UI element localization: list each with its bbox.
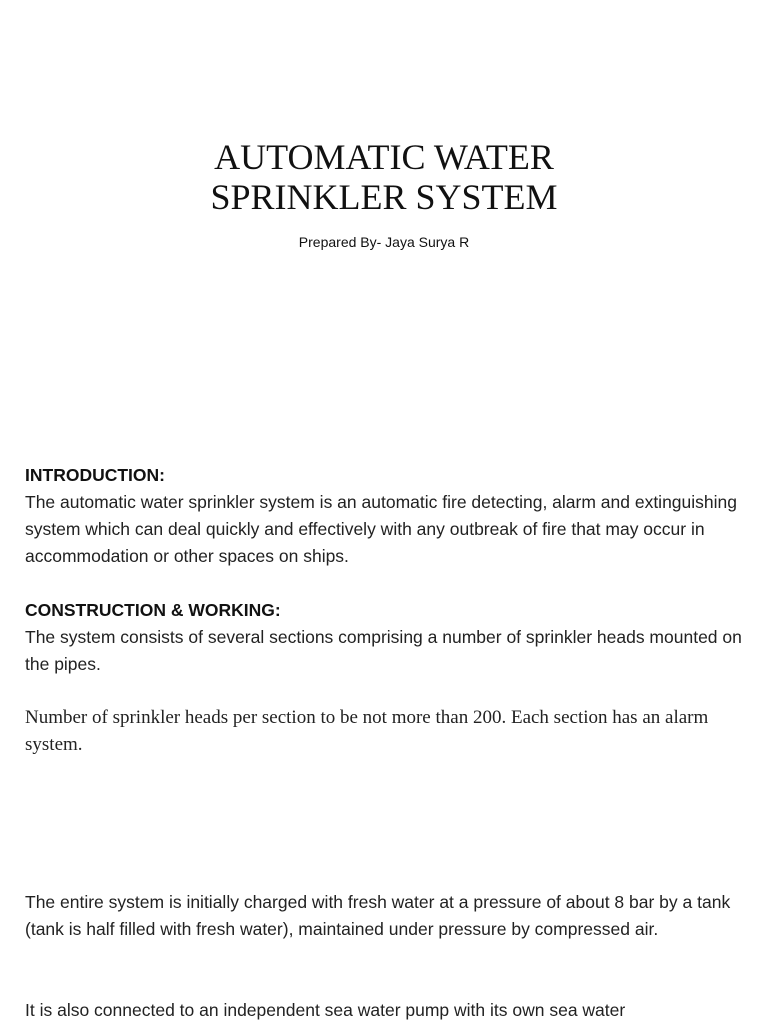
introduction-section xyxy=(25,462,745,570)
construction-text: The system consists of several sections comprising a number of sprinkler heads mounted on the pipes. xyxy=(25,627,742,674)
sections-note: Number of sprinkler heads per section to be not more than 200. Each section has an alarm system. xyxy=(25,707,709,755)
author-line: Prepared By- Jaya Surya R xyxy=(298,234,470,250)
charging-paragraph: The entire system is initially charged with fresh water at a pressure of about 8 bar by a tank (tank is half filled with fresh water), maintained under pressure by compressed air. xyxy=(25,892,731,939)
title-line-2: SPRINKLER SYSTEM xyxy=(210,177,558,217)
document-title xyxy=(0,137,768,217)
title-line-1: AUTOMATIC WATER xyxy=(214,137,554,177)
sea-water-paragraph: It is also connected to an independent sea water pump with its own sea water xyxy=(25,1000,626,1020)
introduction-text: The automatic water sprinkler system is an automatic fire detecting, alarm and extinguishing system which can deal quickly and effectively with any outbreak of fire that may occur in accommodation or other spaces on ships. xyxy=(25,492,737,566)
construction-heading: CONSTRUCTION & WORKING: xyxy=(25,600,281,620)
construction-section xyxy=(25,597,745,678)
introduction-heading: INTRODUCTION: xyxy=(25,465,165,485)
